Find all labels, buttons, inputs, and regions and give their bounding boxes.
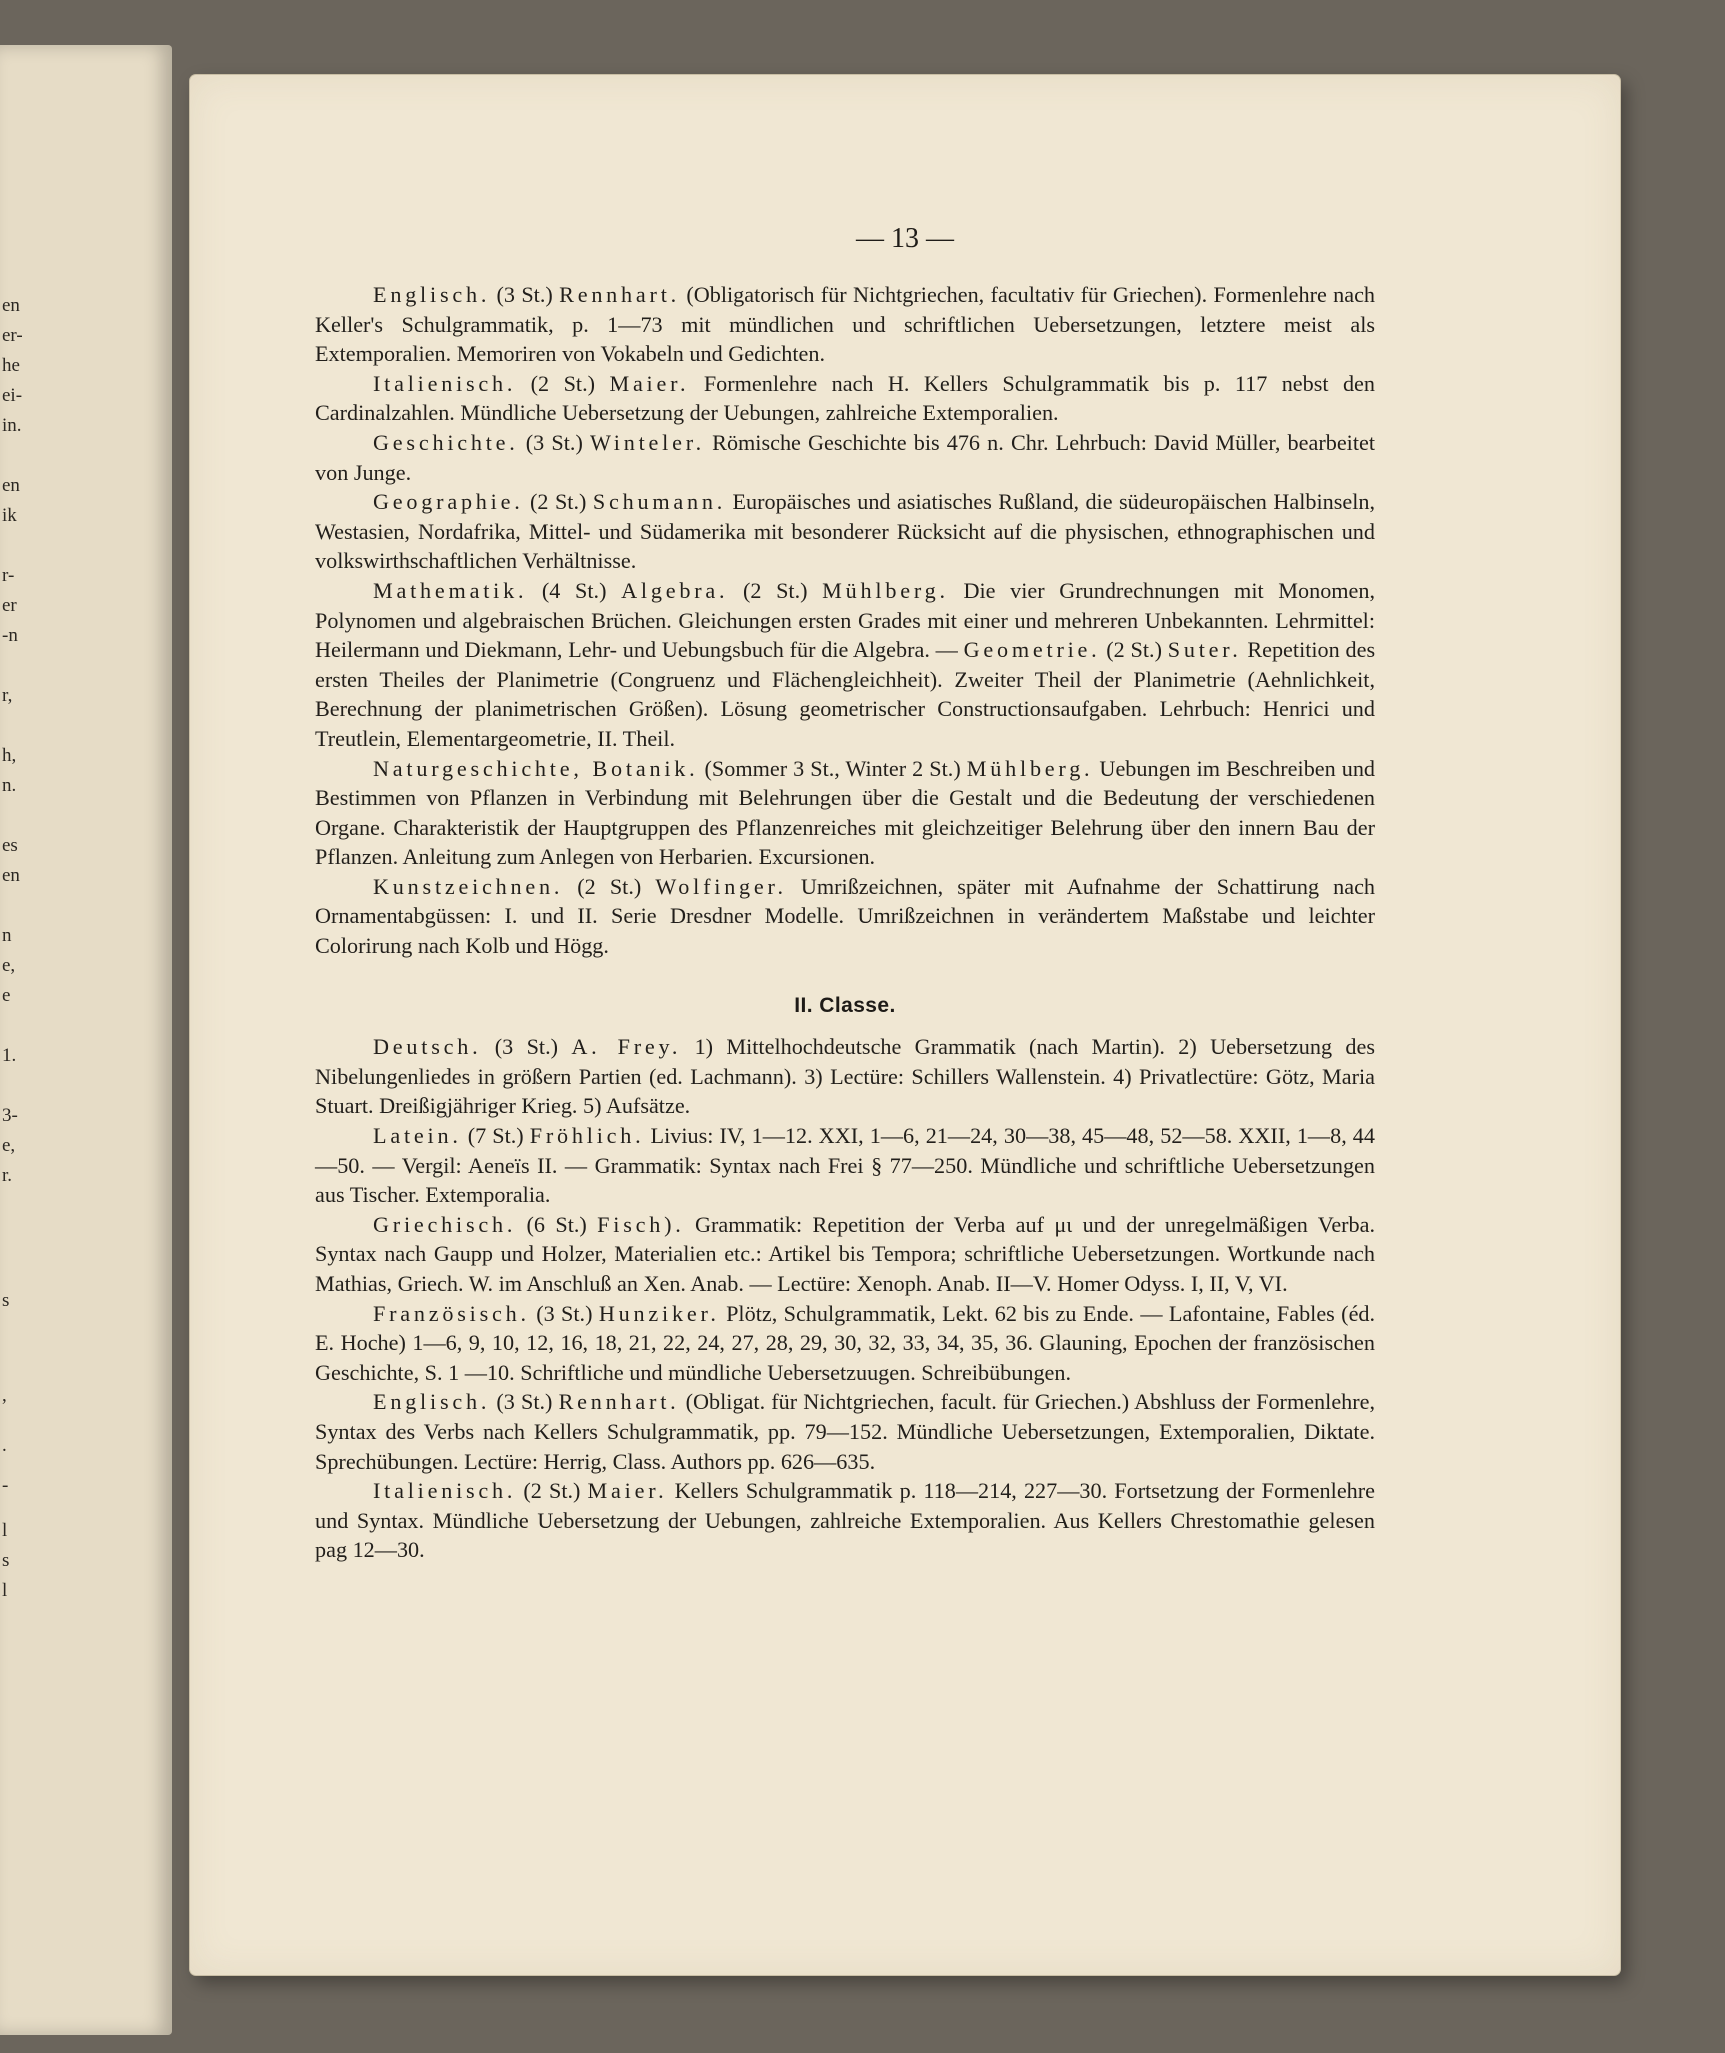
prev-page-fragment: - bbox=[2, 1475, 9, 1496]
prev-page-fragment: r. bbox=[2, 1165, 13, 1186]
subsubject-name: Algebra. bbox=[621, 577, 729, 603]
prev-page-fragment: l bbox=[2, 1520, 8, 1541]
prev-page-fragment: . bbox=[2, 1435, 7, 1456]
prev-page-fragment: h, bbox=[2, 745, 17, 766]
entry-mathematik-1: Mathematik. (4 St.) Algebra. (2 St.) Mühlberg. Die vier Grundrechnungen mit Monomen, Polynomen und algebraischen Brüchen. Gleichungen ersten Grades mit einer und mehreren Unbekannten. Lehrmittel: Heilermann und Diekmann, Lehr- und Uebungsbuch für die Algebra. — Geometrie. (2 St.) Suter. Repetition des ersten Theiles der Planimetrie (Congruenz und Flächengleichheit). Zweiter Theil der Planimetrie (Aehnlichkeit, Berechnung der planimetrischen Größen). Lösung geometrischer Constructionsaufgaben. Lehrbuch: Henrici und Treutlein, Elementargeometrie, II. Theil. bbox=[315, 577, 1376, 751]
prev-page-fragment: en bbox=[2, 475, 20, 496]
subject-name: Griechisch. bbox=[373, 1211, 517, 1237]
subject-name: Englisch. bbox=[373, 282, 491, 307]
subject-name: Geographie. bbox=[373, 489, 524, 515]
entry-italienisch-2: Italienisch. (2 St.) Maier. Kellers Schulgrammatik p. 118—214, 227—30. Fortsetzung der Formenlehre und Syntax. Mündliche Uebersetzung der Uebungen, zahlreiche Extemporalien. Aus Kellers Chrestomathie gelesen pag 12—30. bbox=[315, 1478, 1375, 1563]
entry-italienisch-1: Italienisch. (2 St.) Maier. Formenlehre nach H. Kellers Schulgrammatik bis p. 117 nebst den Cardinalzahlen. Mündliche Uebersetzung der Uebungen, zahlreiche Extemporalien. bbox=[315, 370, 1376, 426]
entry-kunstzeichnen-1: Kunstzeichnen. (2 St.) Wolfinger. Umrißzeichnen, später mit Aufnahme der Schattirung nach Ornamentabgüssen: I. und II. Serie Dresdner Modelle. Umrißzeichnen in verändertem Maßstabe und leichter Colorirung nach Kolb und Högg. bbox=[315, 873, 1376, 959]
teacher-name: Rennhart. bbox=[559, 282, 680, 307]
prev-page-fragment: in. bbox=[2, 415, 22, 436]
teacher-name: Fisch). bbox=[597, 1211, 685, 1237]
subsubject-name: Geometrie. bbox=[963, 637, 1101, 663]
entry-geschichte-1: Geschichte. (3 St.) Winteler. Römische Geschichte bis 476 n. Chr. Lehrbuch: David Müller, bearbeitet von Junge. bbox=[315, 429, 1376, 485]
teacher-name: Fröhlich. bbox=[529, 1123, 645, 1149]
entry-geographie-1: Geographie. (2 St.) Schumann. Europäisches und asiatisches Rußland, die südeuropäischen Halbinseln, Westasien, Nordafrika, Mittel- und Südamerika mit besonderer Rücksicht auf die physischen, ethnographischen und volkswirthschaftlichen Verhältnisse. bbox=[315, 489, 1376, 574]
prev-page-fragment: en bbox=[2, 295, 20, 316]
prev-page-fragment: er bbox=[2, 595, 17, 616]
teacher-name: Hunziker. bbox=[598, 1300, 720, 1326]
teacher-name: Rennhart. bbox=[558, 1389, 680, 1415]
subject-name: Italienisch. bbox=[373, 1478, 517, 1504]
subject-name: Naturgeschichte, Botanik. bbox=[373, 755, 699, 781]
prev-page-fragment: 3- bbox=[2, 1105, 18, 1126]
teacher-name: Wolfinger. bbox=[655, 873, 787, 899]
subject-name: Geschichte. bbox=[373, 429, 519, 455]
entry-latein-2: Latein. (7 St.) Fröhlich. Livius: IV, 1—12. XXI, 1—6, 21—24, 30—38, 45—48, 52—58. XXII, 1—8, 44—50. — Vergil: Aeneïs II. — Grammatik: Syntax nach Frei § 77—250. Mündliche und schriftliche Uebersetzungen aus Tischer. Extemporalia. bbox=[315, 1123, 1375, 1208]
entry-naturgeschichte-1: Naturgeschichte, Botanik. (Sommer 3 St., Winter 2 St.) Mühlberg. Uebungen im Beschreiben und Bestimmen von Pflanzen in Verbindung mit Belehrungen über die Gestalt und die Bedeutung der verschiedenen Organe. Charakteristik der Hauptgruppen des Pflanzenreiches mit gleichzeitiger Belehrung über den innern Bau der Pflanzen. Anleitung zum Anlegen von Herbarien. Excursionen. bbox=[315, 755, 1376, 870]
document-page bbox=[190, 75, 1620, 1975]
subject-name: Englisch. bbox=[373, 1389, 491, 1415]
teacher-name: Winteler. bbox=[589, 429, 705, 455]
subject-name: Mathematik. bbox=[373, 577, 528, 603]
prev-page-fragment: s bbox=[2, 1550, 10, 1571]
teacher-name: A. Frey. bbox=[571, 1034, 682, 1060]
prev-page-fragment: , bbox=[2, 1385, 7, 1406]
previous-page-edge bbox=[0, 45, 172, 2035]
subject-name: Italienisch. bbox=[373, 370, 517, 396]
prev-page-fragment: er- bbox=[2, 325, 23, 346]
prev-page-fragment: e, bbox=[2, 1135, 16, 1156]
teacher-name: Mühlberg. bbox=[966, 755, 1094, 781]
section-heading-class-2: II. Classe. bbox=[794, 993, 896, 1017]
teacher-name: Mühlberg. bbox=[822, 577, 949, 603]
page-body bbox=[315, 280, 1375, 1565]
prev-page-fragment: -n bbox=[2, 625, 18, 646]
prev-page-fragment: ei- bbox=[2, 385, 23, 406]
prev-page-fragment: e bbox=[2, 985, 11, 1006]
prev-page-fragment: e, bbox=[2, 955, 16, 976]
teacher-name: Maier. bbox=[587, 1478, 668, 1504]
prev-page-fragment: s bbox=[2, 1290, 10, 1311]
subject-name: Deutsch. bbox=[373, 1034, 482, 1060]
subject-name: Kunstzeichnen. bbox=[373, 873, 564, 899]
prev-page-fragment: es bbox=[2, 835, 18, 856]
entry-griechisch-2: Griechisch. (6 St.) Fisch). Grammatik: Repetition der Verba auf μι und der unregelmäßigen Verba. Syntax nach Gaupp und Holzer, Materialien etc.: Artikel bis Tempora; schriftliche Uebersetzungen. Wortkunde nach Mathias, Griech. W. im Anschluß an Xen. Anab. — Lectüre: Xenoph. Anab. II—V. Homer Odyss. I, II, V, VI. bbox=[315, 1211, 1376, 1296]
prev-page-fragment: n. bbox=[2, 775, 17, 796]
entry-deutsch-2: Deutsch. (3 St.) A. Frey. 1) Mittelhochdeutsche Grammatik (nach Martin). 2) Uebersetzung des Nibelungenliedes in größern Partien (ed. Lachmann). 3) Lectüre: Schillers Wallenstein. 4) Privatlectüre: Götz, Maria Stuart. Dreißigjähriger Krieg. 5) Aufsätze. bbox=[315, 1034, 1375, 1119]
prev-page-fragment: l bbox=[2, 1580, 8, 1601]
prev-page-fragment: 1. bbox=[2, 1045, 17, 1066]
page-number: — 13 — bbox=[856, 223, 954, 254]
entry-englisch-2: Englisch. (3 St.) Rennhart. (Obligat. für Nichtgriechen, facult. für Griechen.) Abshluss der Formenlehre, Syntax des Verbs nach Kellers Schulgrammatik, pp. 79—152. Mündliche Uebersetzungen, Extemporalien, Diktate. Sprechübungen. Lectüre: Herrig, Class. Authors pp. 626—635. bbox=[315, 1389, 1376, 1474]
entry-englisch-1: Englisch. (3 St.) Rennhart. (Obligatorisch für Nichtgriechen, facultativ für Griechen). Formenlehre nach Keller's Schulgrammatik, p. 1—73 mit mündlichen und schriftlichen Uebersetzungen, letztere meist als Extemporalien. Memoriren von Vokabeln und Gedichten. bbox=[315, 282, 1376, 367]
teacher-name: Schumann. bbox=[592, 489, 727, 515]
entry-franzoesisch-2: Französisch. (3 St.) Hunziker. Plötz, Schulgrammatik, Lekt. 62 bis zu Ende. — Lafontaine, Fables (éd. E. Hoche) 1—6, 9, 10, 12, 16, 18, 21, 22, 24, 27, 28, 29, 30, 32, 33, 34, 35, 36. Glauning, Epochen der französischen Geschichte, S. 1 —10. Schriftliche und mündliche Uebersetzuugen. Schreibübungen. bbox=[315, 1300, 1376, 1385]
prev-page-fragment: he bbox=[2, 355, 20, 376]
teacher-name: Suter. bbox=[1167, 637, 1242, 663]
prev-page-fragment: r, bbox=[2, 685, 13, 706]
prev-page-fragment: r- bbox=[2, 565, 15, 586]
subject-name: Französisch. bbox=[373, 1300, 530, 1326]
prev-page-fragment: n bbox=[2, 925, 12, 946]
prev-page-fragment: ik bbox=[2, 505, 17, 526]
prev-page-fragment: en bbox=[2, 865, 20, 886]
subject-name: Latein. bbox=[373, 1123, 462, 1149]
teacher-name: Maier. bbox=[609, 370, 690, 396]
